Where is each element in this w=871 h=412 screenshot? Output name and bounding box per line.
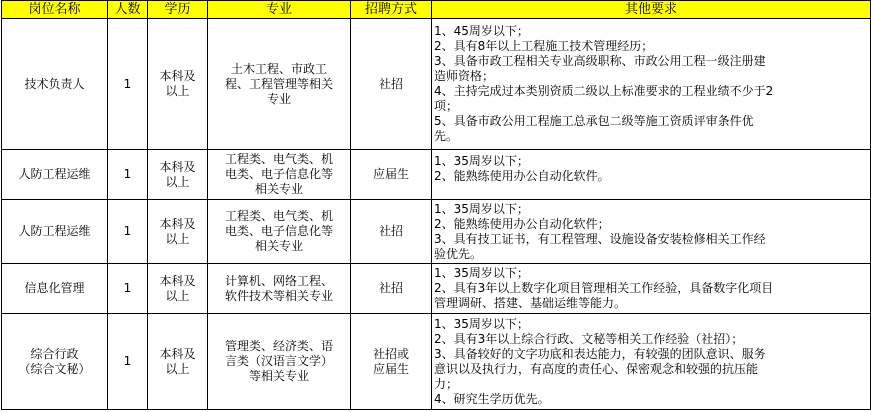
table-row — [2, 150, 871, 200]
education-cell — [148, 150, 208, 200]
table-row — [2, 200, 871, 264]
education-line: 本科及 — [159, 69, 196, 83]
requirements-cell — [432, 314, 871, 410]
major-line: 等相关专业 — [248, 369, 309, 383]
table-row — [2, 314, 871, 410]
requirement-line: 管理调研、搭建、基础运维等能力。 — [434, 296, 627, 310]
position-cell: 信息化管理 — [2, 264, 108, 314]
major-cell — [208, 19, 351, 150]
major-cell — [208, 200, 351, 264]
position-cell: 技术负责人 — [2, 19, 108, 150]
requirement-line: 5、具备市政公用工程施工总承包二级等施工资质评审条件优 — [434, 114, 754, 128]
method-cell — [351, 200, 432, 264]
requirements-cell — [432, 19, 871, 150]
header-requirements: 其他要求 — [432, 1, 871, 19]
recruitment-table — [1, 0, 871, 410]
requirement-line: 2、能熟练使用办公自动化软件； — [434, 216, 610, 231]
method-line: 应届生 — [372, 167, 409, 181]
major-cell — [208, 264, 351, 314]
method-cell — [351, 264, 432, 314]
requirement-line: 1、45周岁以下； — [434, 24, 529, 38]
education-line: 以上 — [165, 231, 190, 246]
method-cell — [351, 19, 432, 150]
education-line: 本科及 — [159, 273, 196, 288]
method-line: 社招 — [378, 281, 403, 295]
method-line: 社招 — [378, 76, 403, 91]
count-cell: 1 — [108, 200, 148, 264]
education-line: 以上 — [165, 288, 190, 303]
major-line: 计算机、网络工程、 — [224, 273, 333, 288]
requirement-line: 4、主持完成过本类别资质二级以上标准要求的工程业绩不少于2 — [434, 84, 774, 98]
major-line: 工程类、电气类、机 — [224, 152, 333, 166]
requirement-line: 2、具有8年以上工程施工技术管理经历； — [434, 39, 654, 53]
requirement-line: 3、具有技工证书，有工程管理、设施设备安装检修相关工作经 — [434, 231, 766, 246]
requirement-line: 验优先。 — [434, 246, 483, 261]
requirement-line: 2、具有3年以上数字化项目管理相关工作经验，具备数字化项目 — [434, 281, 774, 295]
position-cell: 人防工程运维 — [2, 200, 108, 264]
count-cell: 1 — [108, 314, 148, 410]
requirement-line: 项； — [434, 99, 459, 113]
education-cell — [148, 19, 208, 150]
major-cell — [208, 150, 351, 200]
method-cell — [351, 314, 432, 410]
count-cell: 1 — [108, 19, 148, 150]
requirement-line: 1、35周岁以下； — [434, 154, 529, 168]
header-method: 招聘方式 — [351, 1, 432, 19]
requirement-line: 3、具备市政工程相关专业高级职称、市政公用工程一级注册建 — [434, 54, 766, 68]
major-line: 工程类、电气类、机 — [224, 209, 333, 223]
count-cell: 1 — [108, 150, 148, 200]
requirement-line: 4、研究生学历优先。 — [434, 391, 550, 406]
education-line: 本科及 — [159, 346, 196, 361]
requirement-line: 3、具备较好的文字功底和表达能力，有较强的团队意识、服务 — [434, 346, 766, 361]
major-line: 管理类、经济类、语 — [224, 339, 333, 353]
major-line: 专业 — [266, 91, 291, 106]
position-cell: 人防工程运维 — [2, 150, 108, 200]
major-line: 相关专业 — [254, 182, 303, 196]
table-header — [2, 1, 871, 19]
requirements-cell — [432, 264, 871, 314]
requirement-line: 1、35周岁以下； — [434, 266, 529, 280]
header-major: 专业 — [208, 1, 351, 19]
header-education: 学历 — [148, 1, 208, 19]
method-line: 社招 — [378, 224, 403, 238]
table-row — [2, 264, 871, 314]
header-count: 人数 — [108, 1, 148, 19]
requirement-line: 2、能熟练使用办公自动化软件。 — [434, 169, 610, 183]
major-line: 程、工程管理等相关 — [224, 76, 333, 91]
education-line: 本科及 — [159, 159, 196, 174]
major-line: 电类、电子信息化等 — [224, 224, 333, 238]
method-line: 社招或 — [372, 346, 409, 361]
table-body — [2, 19, 871, 410]
major-line: 相关专业 — [254, 239, 303, 253]
requirements-cell — [432, 200, 871, 264]
education-line: 以上 — [165, 361, 190, 376]
header-position: 岗位名称 — [2, 1, 108, 19]
requirement-line: 2、具有3年以上综合行政、文秘等相关工作经验（社招）； — [434, 331, 744, 346]
education-cell — [148, 314, 208, 410]
major-line: 软件技术等相关专业 — [224, 288, 333, 303]
major-line: 电类、电子信息化等 — [224, 167, 333, 181]
requirement-line: 造师资格； — [434, 69, 495, 83]
requirement-line: 力； — [434, 376, 459, 391]
position-cell: 综合行政 （综合文秘） — [2, 314, 108, 410]
requirement-line: 1、35周岁以下； — [434, 316, 529, 331]
requirement-line: 意识以及执行力，有高度的责任心、保密观念和较强的抗压能 — [434, 361, 759, 376]
header-row — [2, 1, 871, 19]
education-cell — [148, 200, 208, 264]
method-cell — [351, 150, 432, 200]
education-line: 本科及 — [159, 216, 196, 231]
education-line: 以上 — [165, 84, 190, 98]
count-cell: 1 — [108, 264, 148, 314]
major-cell — [208, 314, 351, 410]
requirement-line: 1、35周岁以下； — [434, 201, 529, 216]
major-line: 言类（汉语言文学） — [224, 354, 333, 368]
method-line: 应届生 — [372, 361, 409, 376]
requirements-cell — [432, 150, 871, 200]
education-cell — [148, 264, 208, 314]
education-line: 以上 — [165, 174, 190, 189]
major-line: 土木工程、市政工 — [230, 61, 327, 76]
table-row — [2, 19, 871, 150]
requirement-line: 先。 — [434, 129, 459, 143]
